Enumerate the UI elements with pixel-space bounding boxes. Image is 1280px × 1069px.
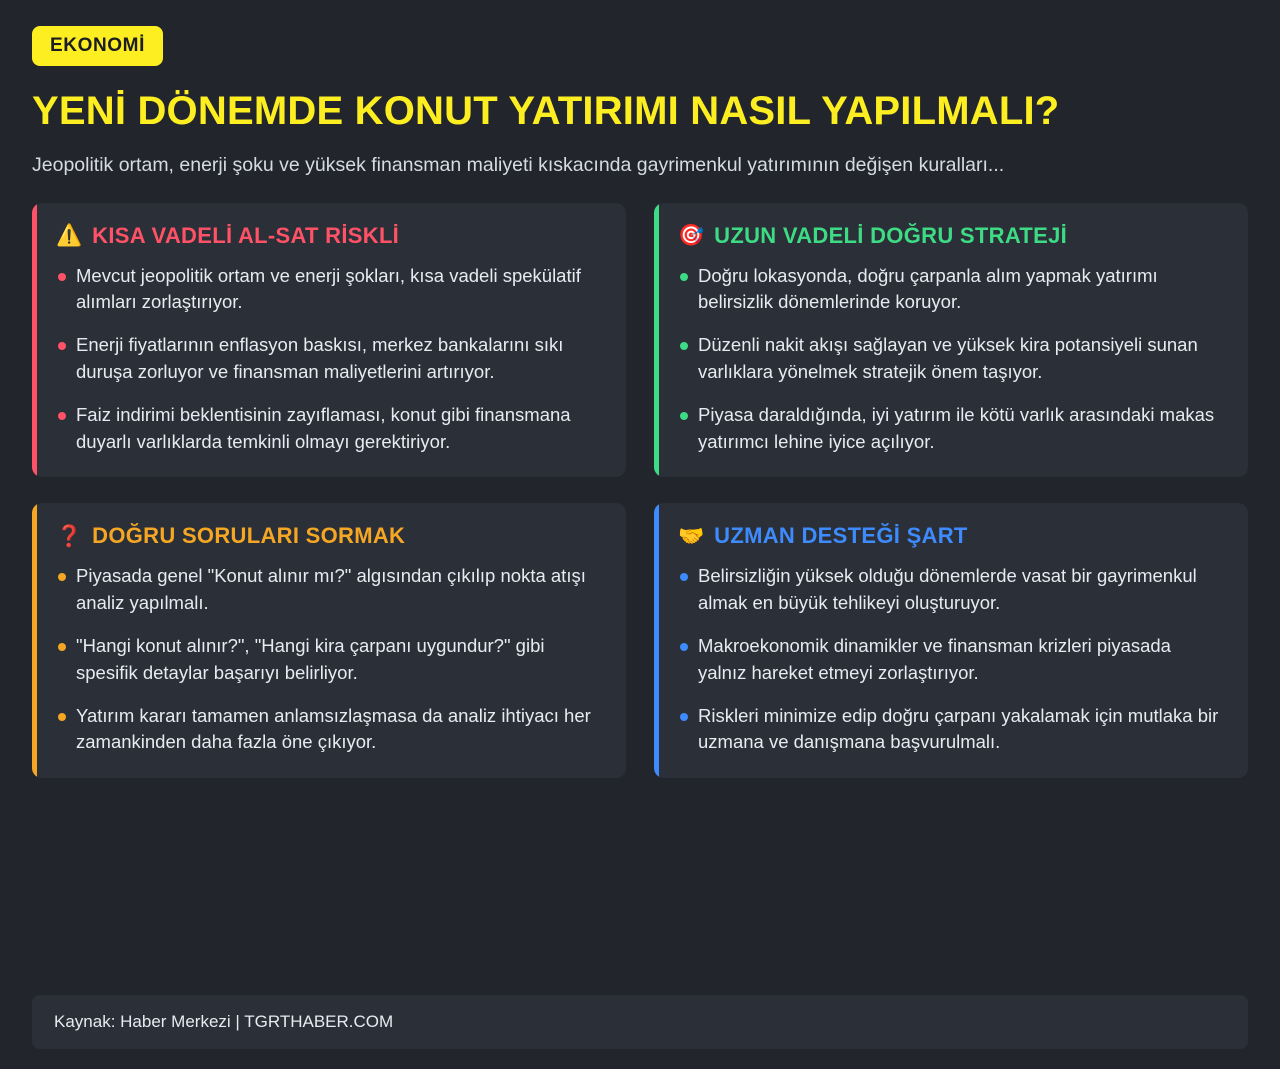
card-header: [56, 523, 602, 549]
cards-grid: [32, 203, 1248, 779]
question-icon: ❓: [56, 524, 83, 548]
source-text: Kaynak: Haber Merkezi | TGRTHABER.COM: [54, 1012, 394, 1031]
list-item: "Hangi konut alınır?", "Hangi kira çarpanı uygundur?" gibi spesifik detaylar başarıyı belirliyor.: [56, 633, 602, 687]
list-item: Riskleri minimize edip doğru çarpanı yakalamak için mutlaka bir uzmana ve danışmana başvurulmalı.: [678, 703, 1224, 757]
warning-icon: ⚠️: [56, 224, 83, 247]
footer-bar: [32, 995, 1248, 1049]
card-title: UZMAN DESTEĞİ ŞART: [714, 523, 968, 549]
card-header: [56, 223, 602, 249]
handshake-icon: 🤝: [678, 524, 705, 548]
card-points: [56, 263, 602, 456]
card-long-term-strategy: [654, 203, 1248, 478]
card-title: DOĞRU SORULARI SORMAK: [92, 523, 406, 549]
card-expert-support: [654, 503, 1248, 778]
list-item: Yatırım kararı tamamen anlamsızlaşmasa da analiz ihtiyacı her zamankinden daha fazla öne çıkıyor.: [56, 703, 602, 757]
list-item: Piyasada genel "Konut alınır mı?" algısından çıkılıp nokta atışı analiz yapılmalı.: [56, 563, 602, 617]
card-points: [678, 263, 1224, 456]
card-short-term-risk: [32, 203, 626, 478]
card-points: [678, 563, 1224, 756]
card-points: [56, 563, 602, 756]
list-item: Mevcut jeopolitik ortam ve enerji şokları, kısa vadeli spekülatif alımları zorlaştırıyor.: [56, 263, 602, 317]
card-title: UZUN VADELİ DOĞRU STRATEJİ: [714, 222, 1068, 248]
card-header: [678, 523, 1224, 549]
page-subtitle: Jeopolitik ortam, enerji şoku ve yüksek finansman maliyeti kıskacında gayrimenkul yatırımının değişen kuralları...: [32, 154, 1005, 177]
list-item: Belirsizliğin yüksek olduğu dönemlerde vasat bir gayrimenkul almak en büyük tehlikeyi oluşturuyor.: [678, 563, 1224, 617]
card-header: [678, 223, 1224, 249]
list-item: Faiz indirimi beklentisinin zayıflaması, konut gibi finansmana duyarlı varlıklarda temkinli olmayı gerektiriyor.: [56, 402, 602, 456]
list-item: Doğru lokasyonda, doğru çarpanla alım yapmak yatırımı belirsizlik dönemlerinde koruyor.: [678, 263, 1224, 317]
list-item: Makroekonomik dinamikler ve finansman krizleri piyasada yalnız hareket etmeyi zorlaştırıyor.: [678, 633, 1224, 687]
category-badge: EKONOMİ: [32, 26, 163, 66]
list-item: Piyasa daraldığında, iyi yatırım ile kötü varlık arasındaki makas yatırımcı lehine iyice açılıyor.: [678, 402, 1224, 456]
page-title: YENİ DÖNEMDE KONUT YATIRIMI NASIL YAPILMALI?: [32, 89, 1060, 133]
card-right-questions: [32, 503, 626, 778]
target-icon: 🎯: [678, 224, 705, 247]
list-item: Enerji fiyatlarının enflasyon baskısı, merkez bankalarını sıkı duruşa zorluyor ve finansman maliyetlerini artırıyor.: [56, 332, 602, 386]
card-title: KISA VADELİ AL-SAT RİSKLİ: [92, 222, 400, 248]
list-item: Düzenli nakit akışı sağlayan ve yüksek kira potansiyeli sunan varlıklara yönelmek stratejik önem taşıyor.: [678, 332, 1224, 386]
